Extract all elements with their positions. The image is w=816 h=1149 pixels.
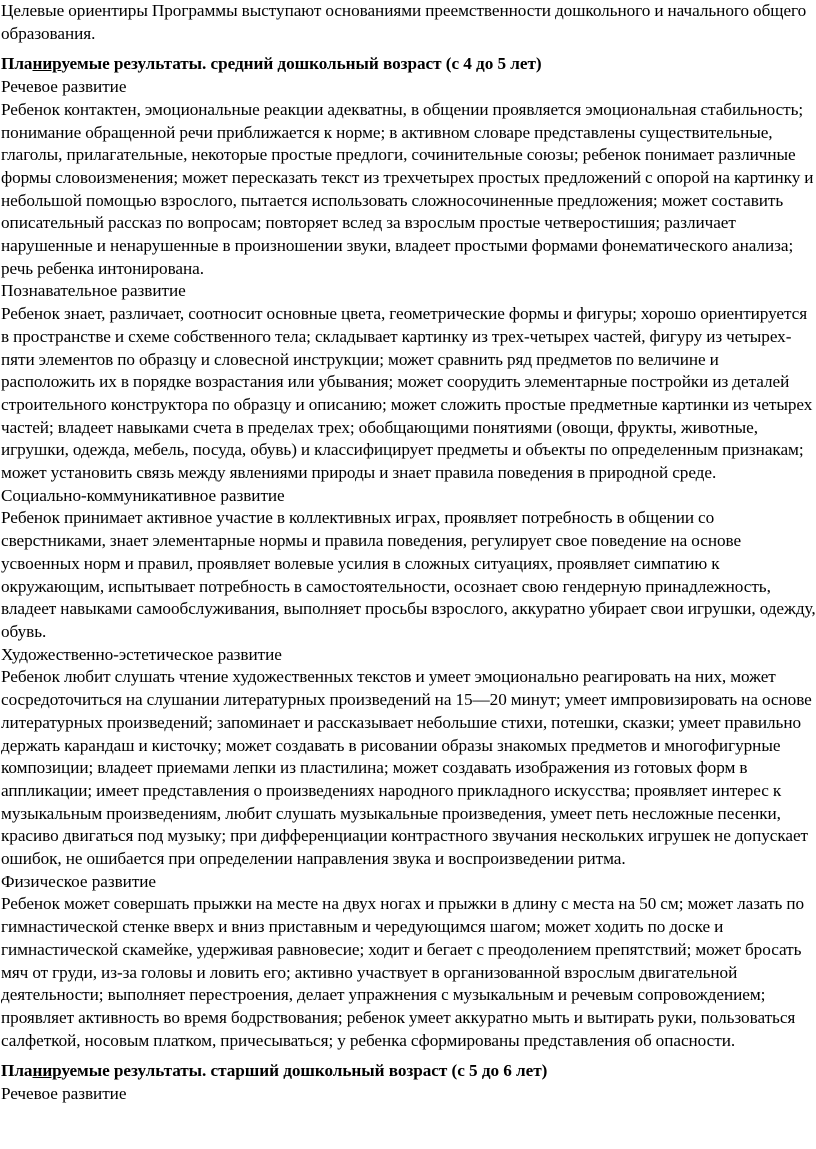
block-title-artistic: Художественно-эстетическое развитие (1, 644, 282, 664)
heading-prefix: Пла (1, 54, 33, 74)
heading-rest: уемые результаты. средний дошкольный возраст (с 4 до 5 лет) (61, 54, 542, 74)
block-text-social: Ребенок принимает активное участие в коллективных играх, проявляет потребность в общении со сверстниками, знает элементарные нормы и правила поведения, регулирует свое поведение на основе усвоенных норм и правил, проявляет волевые усилия в сложных ситуациях, проявляет симпатию к окружающим, испытывает потребность в самостоятельности, осознает свою гендерную принадлежность, владеет навыками самообслуживания, выполняет просьбы взрослого, аккуратно убирает свои игрушки, одежду, обувь. (1, 508, 816, 641)
intro-paragraph: Целевые ориентиры Программы выступают основаниями преемственности дошкольного и начального общего образования. (1, 1, 807, 43)
block-title-cognitive: Познавательное развитие (1, 281, 186, 301)
block-text-cognitive: Ребенок знает, различает, соотносит основные цвета, геометрические формы и фигуры; хорошо ориентируется в пространстве и схеме собственного тела; складывает картинку из трех-четырех частей, фигуру из четырех-пяти элементов по образцу и словесной инструкции; может сравнить ряд предметов по величине и расположить их в порядке возрастания или убывания; может соорудить элементарные постройки из деталей строительного конструктора по образцу и описанию; может сложить простые предметные картинки из четырех частей; владеет навыками счета в пределах трех; обобщающими понятиями (овощи, фрукты, животные, игрушки, одежда, мебель, посуда, обувь) и классифицирует предметы и объекты по определенным признакам; может установить связь между явлениями природы и знает правила поведения в природной среде. (1, 304, 813, 483)
heading-rest: уемые результаты. старший дошкольный возраст (с 5 до 6 лет) (61, 1061, 548, 1081)
block-title-speech-senior: Речевое развитие (1, 1084, 127, 1104)
heading-prefix: Пла (1, 1061, 33, 1081)
heading-underlined-fragment: нир (32, 1061, 62, 1081)
block-title-speech: Речевое развитие (1, 77, 127, 97)
section-heading-senior-age (1, 1060, 816, 1083)
block-text-physical: Ребенок может совершать прыжки на месте на двух ногах и прыжки в длину с места на 50 см; может лазать по гимнастической стенке вверх и вниз приставным и чередующимся шагом; может ходить по доске и гимнастической скамейке, удерживая равновесие; ходит и бегает с преодолением препятствий; может бросать мяч от груди, из-за головы и ловить его; активно участвует в организованной взрослым двигательной деятельности; выполняет перестроения, делает упражнения с музыкальным и речевым сопровождением; проявляет активность во время бодрствования; ребенок умеет аккуратно мыть и вытирать руки, пользоваться салфеткой, носовым платком, причесываться; у ребенка сформированы представления об опасности. (1, 894, 805, 1050)
block-title-physical: Физическое развитие (1, 871, 157, 891)
heading-underlined-fragment: нир (32, 54, 62, 74)
block-title-social: Социально-коммуникативное развитие (1, 485, 285, 505)
block-text-artistic: Ребенок любит слушать чтение художественных текстов и умеет эмоционально реагировать на них, может сосредоточиться на слушании литературных произведений на 15—20 минут; умеет импровизировать на основе литературных произведений; запоминает и рассказывает небольшие стихи, потешки, сказки; умеет правильно держать карандаш и кисточку; может создавать в рисовании образы знакомых предметов и многофигурные композиции; владеет приемами лепки из пластилина; может создавать изображения из готовых форм в аппликации; имеет представления о произведениях народного прикладного искусства; проявляет интерес к музыкальным произведениям, любит слушать музыкальные произведения, умеет петь несложные песенки, красиво двигаться под музыку; при дифференциации контрастного звучания нескольких игрушек не допускает ошибок, не ошибается при определении направления звука и воспроизведении ритма. (1, 667, 812, 869)
section-heading-middle-age (1, 53, 816, 76)
block-text-speech: Ребенок контактен, эмоциональные реакции адекватны, в общении проявляется эмоциональная стабильность; понимание обращенной речи приближается к норме; в активном словаре представлены существительные, глаголы, прилагательные, некоторые простые предлоги, сочинительные союзы; ребенок понимает различные формы словоизменения; может пересказать текст из трехчетырех простых предложений с опорой на картинку и небольшой помощью взрослого, пытается использовать сложносочиненные предложения; может составить описательный рассказ по вопросам; повторяет вслед за взрослым простые четверостишия; различает нарушенные и ненарушенные в произношении звуки, владеет простыми формами фонематического анализа; речь ребенка интонирована. (1, 99, 814, 278)
